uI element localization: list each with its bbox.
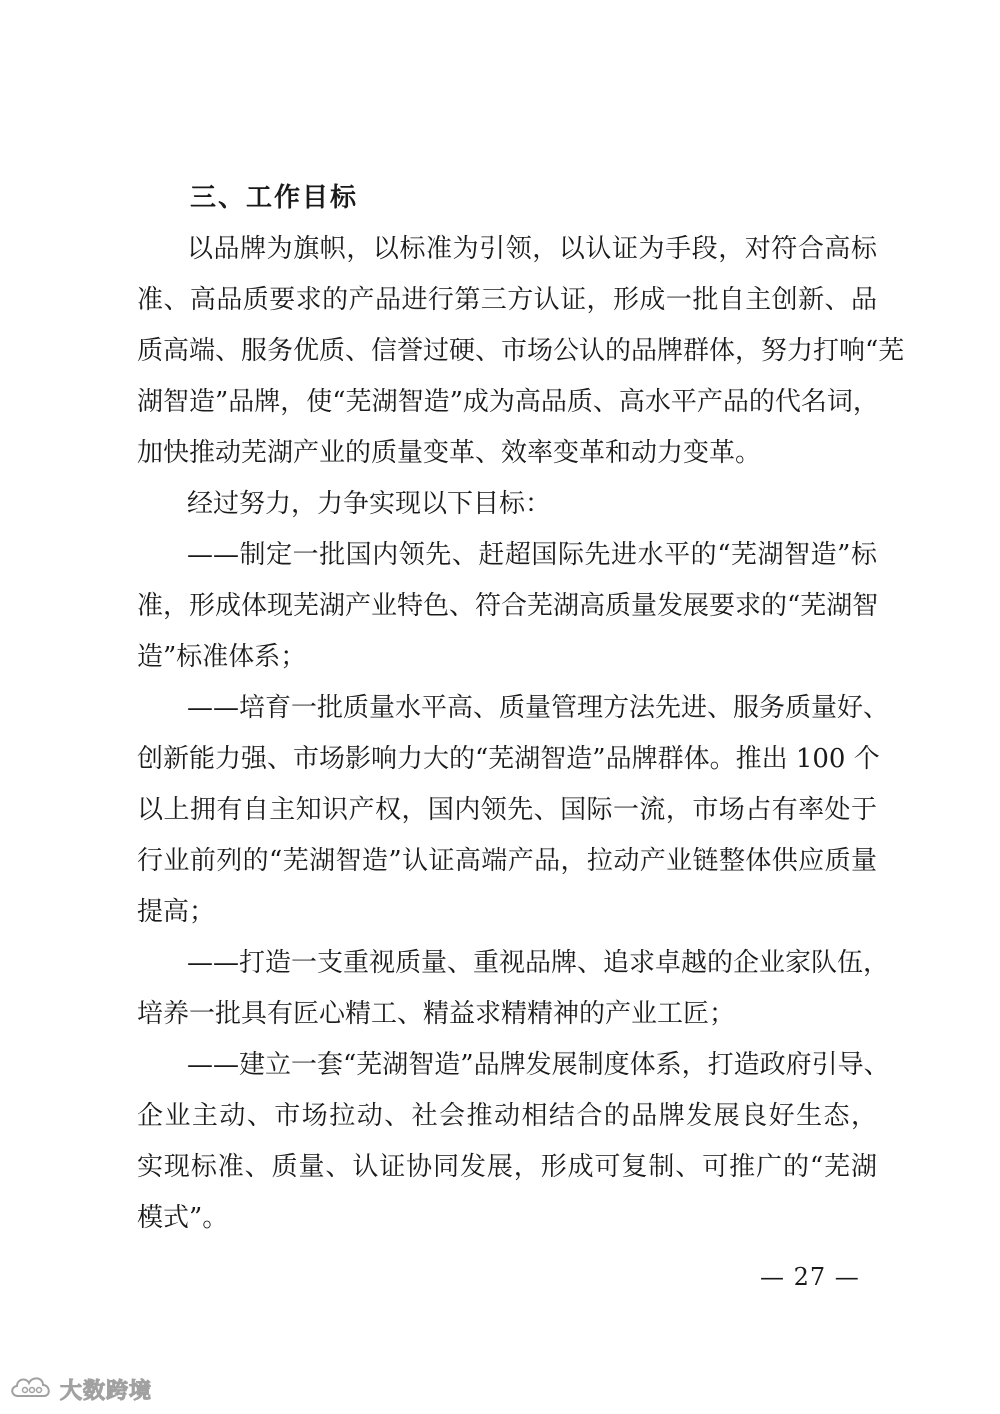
text-line: 提高； xyxy=(137,897,216,927)
text-line: 造”标准体系； xyxy=(137,642,307,672)
text-line: 准，形成体现芜湖产业特色、符合芜湖高质量发展要求的“芜湖智 xyxy=(137,591,879,621)
watermark xyxy=(8,1372,152,1406)
text-line: ——制定一批国内领先、赶超国际先进水平的“芜湖智造”标 xyxy=(187,540,877,570)
text-line: ——建立一套“芜湖智造”品牌发展制度体系，打造政府引导、 xyxy=(187,1050,890,1080)
paragraph xyxy=(137,224,905,479)
body-text xyxy=(137,224,905,1244)
paragraph xyxy=(137,938,890,1040)
text-line: 质高端、服务优质、信誉过硬、市场公认的品牌群体，努力打响“芜 xyxy=(137,336,905,366)
paragraph xyxy=(137,530,877,683)
text-line: ——打造一支重视质量、重视品牌、追求卓越的企业家队伍， xyxy=(187,948,890,978)
cloud-logo-icon xyxy=(8,1372,54,1406)
text-line: 模式”。 xyxy=(137,1203,229,1233)
text-line: 以上拥有自主知识产权，国内领先、国际一流，市场占有率处于 xyxy=(137,795,877,825)
text-line: 加快推动芜湖产业的质量变革、效率变革和动力变革。 xyxy=(137,438,762,468)
text-line: 培养一批具有匠心精工、精益求精精神的产业工匠； xyxy=(137,999,736,1029)
text-line: 湖智造”品牌，使“芜湖智造”成为高品质、高水平产品的代名词， xyxy=(137,387,879,417)
paragraph xyxy=(137,1040,890,1244)
text-line: 企业主动、市场拉动、社会推动相结合的品牌发展良好生态， xyxy=(137,1101,877,1131)
text-line: 行业前列的“芜湖智造”认证高端产品，拉动产业链整体供应质量 xyxy=(137,846,877,876)
text-line: 实现标准、质量、认证协同发展，形成可复制、可推广的“芜湖 xyxy=(137,1152,877,1182)
text-line: 以品牌为旗帜，以标准为引领，以认证为手段，对符合高标 xyxy=(187,234,877,264)
paragraph xyxy=(137,479,877,530)
text-line: 经过努力，力争实现以下目标： xyxy=(187,489,552,519)
section-heading: 三、工作目标 xyxy=(190,183,359,213)
page-number: — 27 — xyxy=(760,1263,860,1291)
paragraph xyxy=(137,683,890,938)
watermark-text: 大数跨境 xyxy=(60,1378,153,1404)
text-line: 准、高品质要求的产品进行第三方认证，形成一批自主创新、品 xyxy=(137,285,877,315)
text-line: ——培育一批质量水平高、质量管理方法先进、服务质量好、 xyxy=(187,693,890,723)
text-line: 创新能力强、市场影响力大的“芜湖智造”品牌群体。推出 100 个 xyxy=(137,744,880,774)
